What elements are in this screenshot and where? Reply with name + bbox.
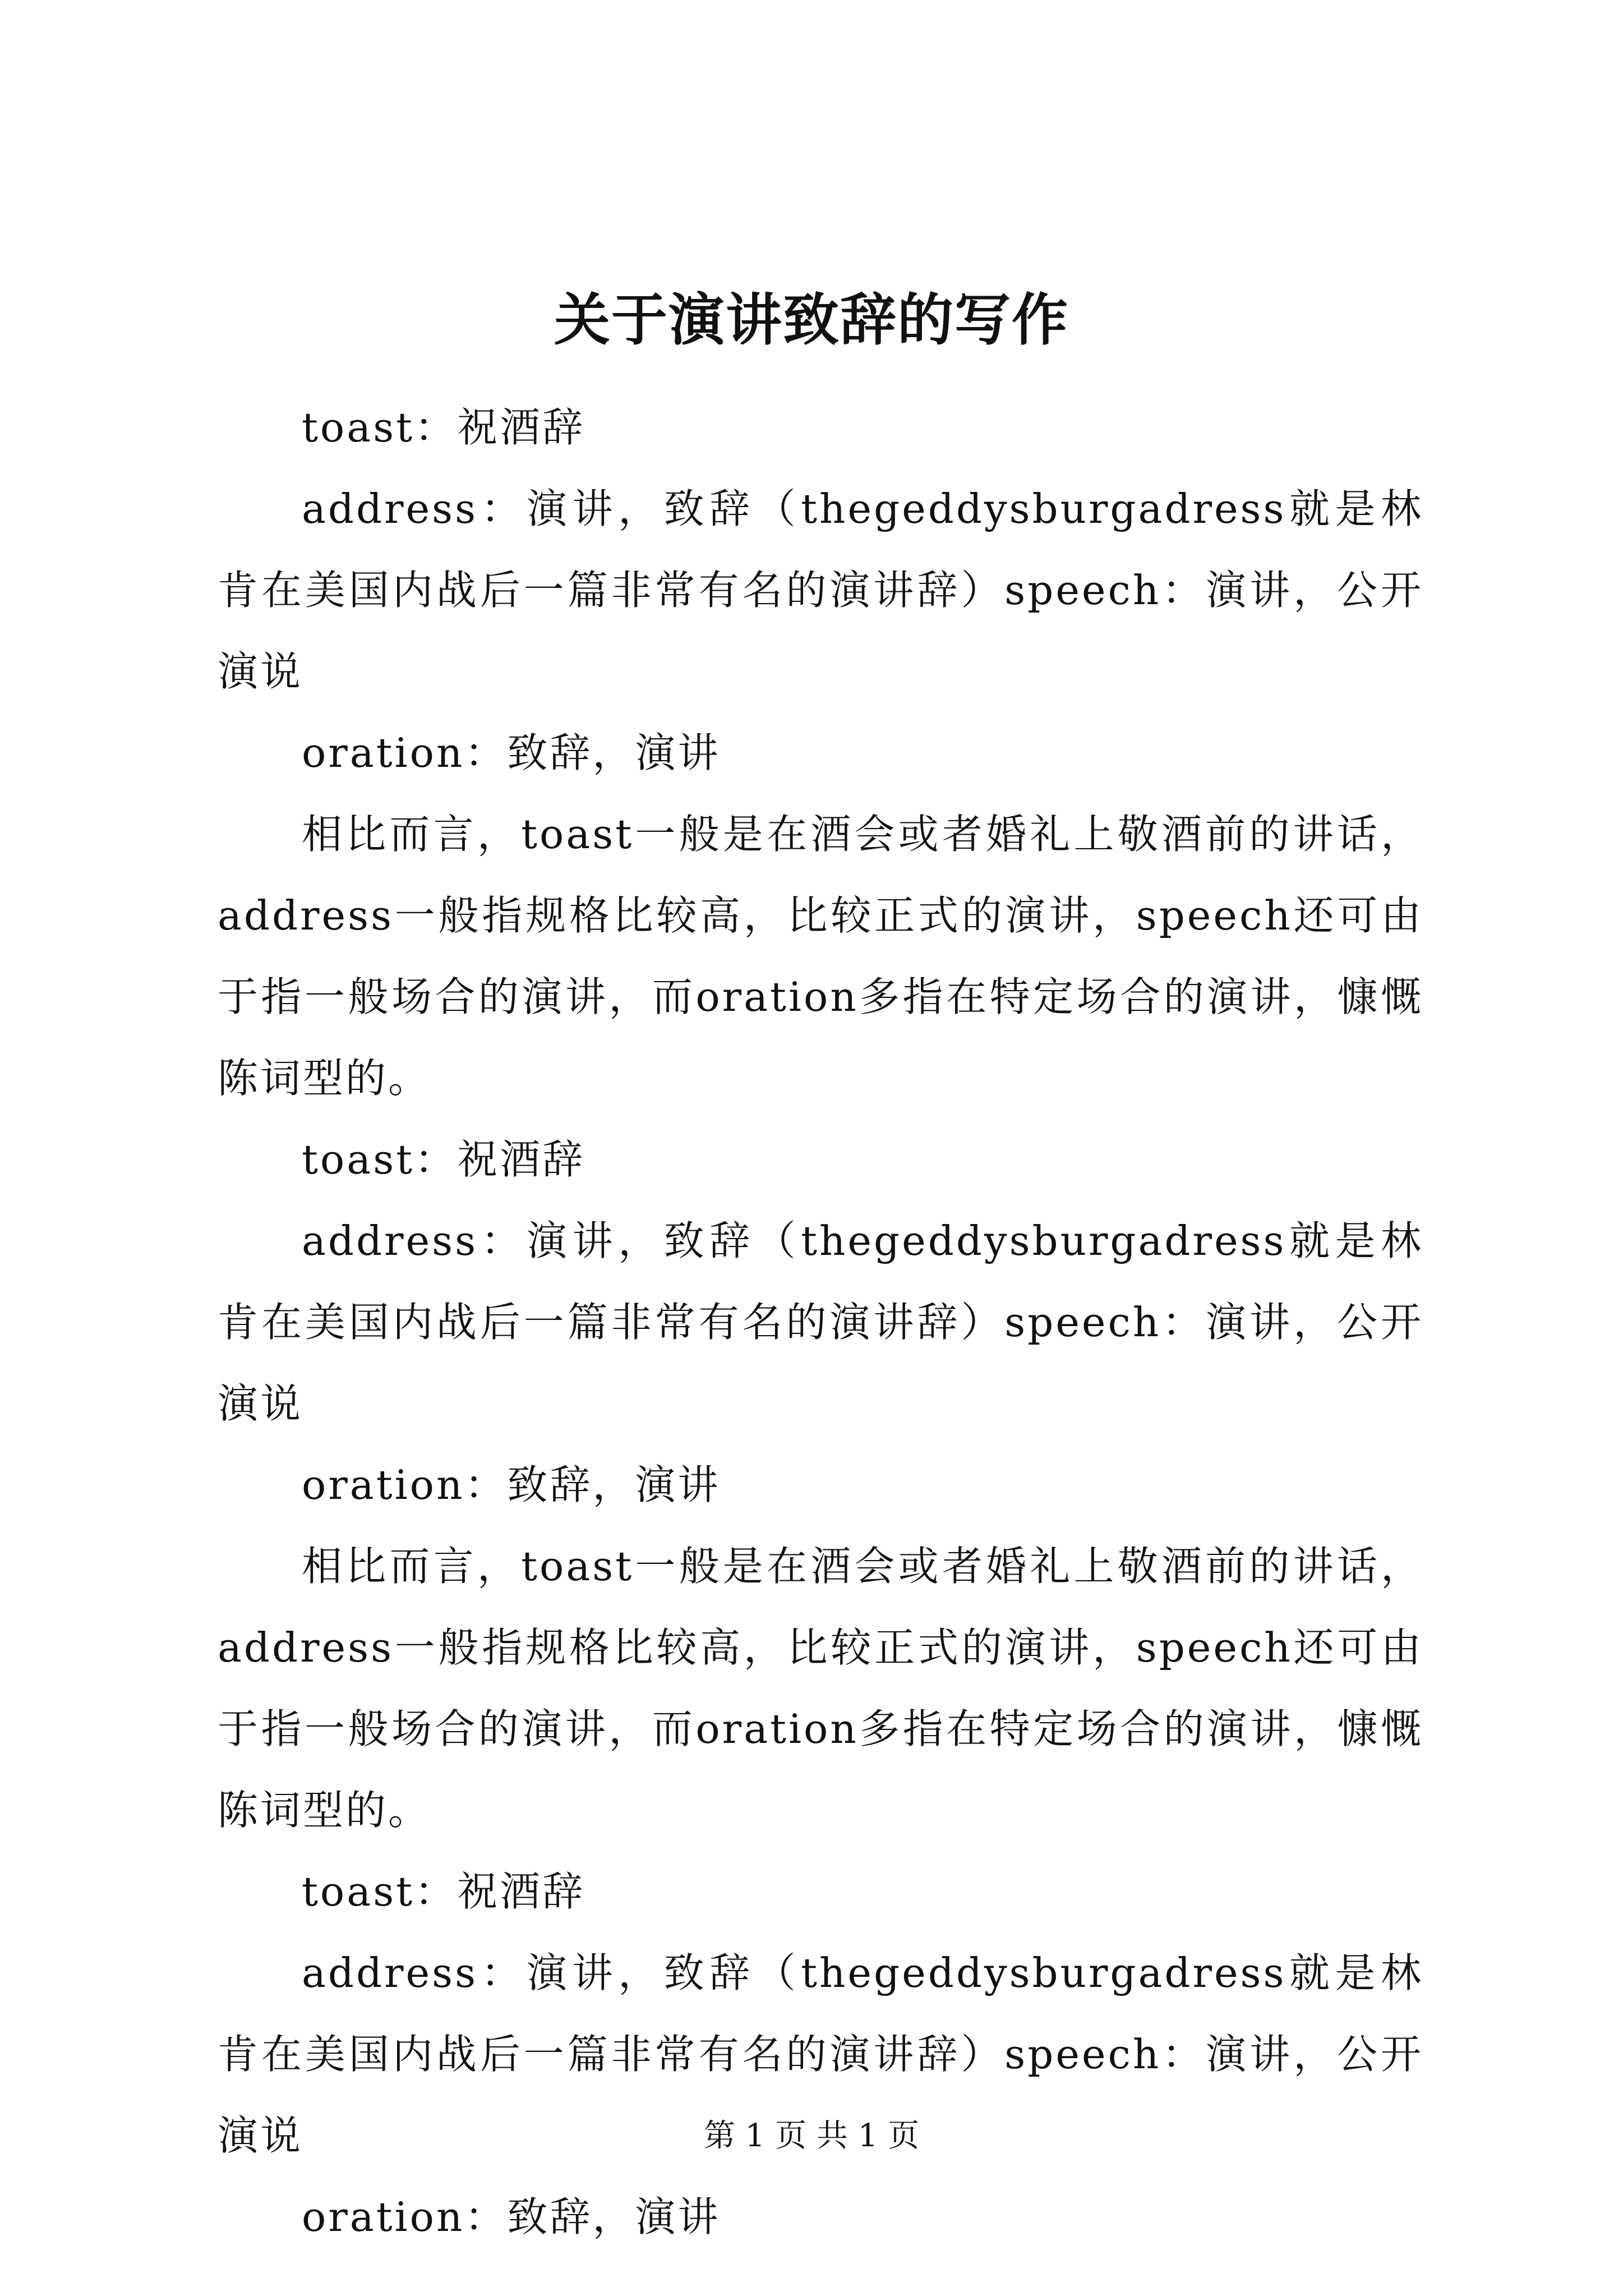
page-footer: 第 1 页 共 1 页	[703, 2118, 920, 2154]
paragraph: oration：致辞，演讲	[302, 1461, 721, 1508]
paragraph: 相比而言，toast一般是在酒会或者婚礼上敬酒前的讲话，address一般指规格比较高，比较正式的演讲，speech还可由于指一般场合的演讲，而oration多指在特定场合的演讲，慷慨陈词型的。	[218, 1543, 1423, 1834]
paragraph: toast：祝酒辞	[302, 404, 585, 451]
paragraph: oration：致辞，演讲	[302, 2193, 721, 2240]
document-body	[218, 387, 1423, 2258]
paragraph: address：演讲，致辞（thegeddysburgadress就是林肯在美国内战后一篇非常有名的演讲辞）speech：演讲，公开演说	[218, 1949, 1423, 2159]
paragraph: address：演讲，致辞（thegeddysburgadress就是林肯在美国内战后一篇非常有名的演讲辞）speech：演讲，公开演说	[218, 485, 1423, 695]
paragraph: toast：祝酒辞	[302, 1868, 585, 1915]
paragraph: oration：致辞，演讲	[302, 729, 721, 776]
paragraph: toast：祝酒辞	[302, 1136, 585, 1183]
paragraph: 相比而言，toast一般是在酒会或者婚礼上敬酒前的讲话，address一般指规格比较高，比较正式的演讲，speech还可由于指一般场合的演讲，而oration多指在特定场合的演讲，慷慨陈词型的。	[218, 811, 1423, 1102]
paragraph: address：演讲，致辞（thegeddysburgadress就是林肯在美国内战后一篇非常有名的演讲辞）speech：演讲，公开演说	[218, 1217, 1423, 1427]
document-title: 关于演讲致辞的写作	[554, 287, 1069, 353]
